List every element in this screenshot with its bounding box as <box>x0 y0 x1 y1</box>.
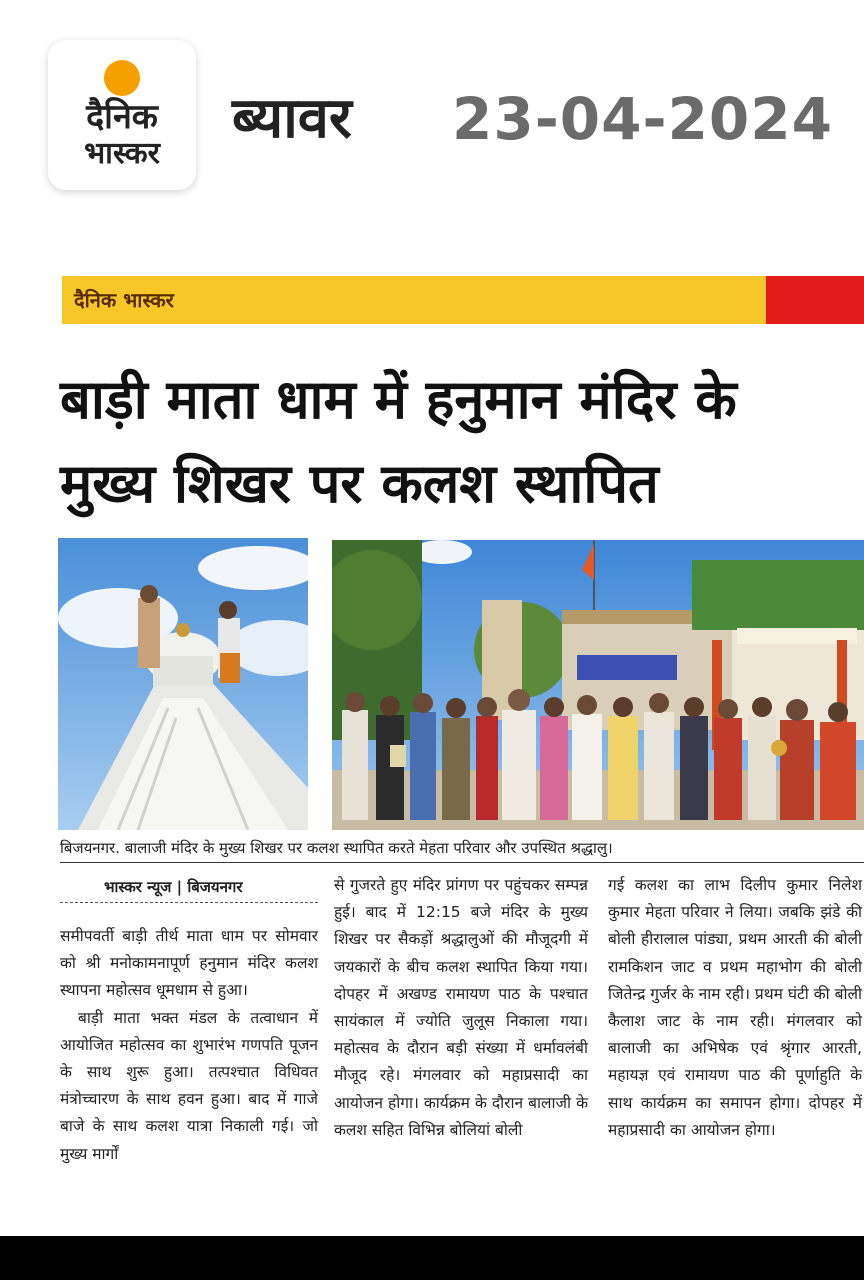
headline-line-1: बाड़ी माता धाम में हनुमान मंदिर के <box>60 368 737 431</box>
photo-caption: बिजयनगर. बालाजी मंदिर के मुख्य शिखर पर कलश स्थापित करते मेहता परिवार और उपस्थित श्रद्धालु। <box>60 834 864 863</box>
paragraph: बाड़ी माता भक्त मंडल के तत्वाधान में आयोजित महोत्सव का शुभारंभ गणपति पूजन के साथ शुरू हुआ। तत्पश्चात विधिवत मंत्रोच्चारण के साथ हवन हुआ। बाद में गाजे बाजे के साथ कलश यात्रा निकाली गई। जो मुख्य मार्गों <box>60 1008 318 1163</box>
byline: भास्कर न्यूज | बिजयनगर <box>60 872 318 903</box>
bottom-bar <box>0 1236 864 1280</box>
paragraph: समीपवर्ती बाड़ी तीर्थ माता धाम पर सोमवार को श्री मनोकामनापूर्ण हनुमान मंदिर कलश स्थापना महोत्सव धूमधाम से हुआ। <box>60 927 318 1000</box>
headline-line-2: मुख्य शिखर पर कलश स्थापित <box>60 452 659 515</box>
newspaper-logo <box>48 40 196 190</box>
section-band-accent <box>766 276 864 324</box>
temple-spire-illustration <box>58 538 308 830</box>
temple-spire-photo <box>58 538 308 830</box>
devotees-group-photo <box>332 540 864 830</box>
sun-icon <box>104 60 140 96</box>
section-band-label: दैनिक भास्कर <box>74 288 174 312</box>
logo-line-1: दैनिक <box>86 97 158 137</box>
article-column-1 <box>60 872 318 1168</box>
logo-line-2: भास्कर <box>84 136 160 171</box>
section-band <box>62 276 864 324</box>
article-column-3: गई कलश का लाभ दिलीप कुमार निलेश कुमार मेहता परिवार ने लिया। जबकि झंडे की बोली हीरालाल पांड्या, प्रथम आरती की बोली रामकिशन जाट व प्रथम महाभोग की बोली जितेन्द्र गुर्जर के नाम रही। प्रथम घंटी की बोली कैलाश जाट के नाम रही। मंगलवार को बालाजी का अभिषेक एवं श्रृंगार आरती, महायज्ञ एवं रामायण पाठ की पूर्णाहुति के साथ कार्यक्रम का समापन होगा। दोपहर में महाप्रसादी का आयोजन होगा। <box>608 876 862 1139</box>
edition-city: ब्यावर <box>232 86 352 151</box>
article-headline <box>60 358 860 526</box>
edition-date: 23-04-2024 <box>452 85 833 153</box>
devotees-group-illustration <box>332 540 864 830</box>
article-column-2: से गुजरते हुए मंदिर प्रांगण पर पहुंचकर सम्पन्न हुई। बाद में 12:15 बजे मंदिर के मुख्य शिखर पर सैकड़ों श्रद्धालुओं की मौजूदगी में जयकारों के बीच कलश स्थापित किया गया। दोपहर में अखण्ड रामायण पाठ के पश्चात सायंकाल में ज्योति जुलूस निकाला गया। महोत्सव के दौरान बड़ी संख्या में धर्मावलंबी मौजूद रहे। मंगलवार को महाप्रसादी का आयोजन होगा। कार्यक्रम के दौरान बालाजी के कलश सहित विभिन्न बोलियां बोली <box>334 876 588 1139</box>
